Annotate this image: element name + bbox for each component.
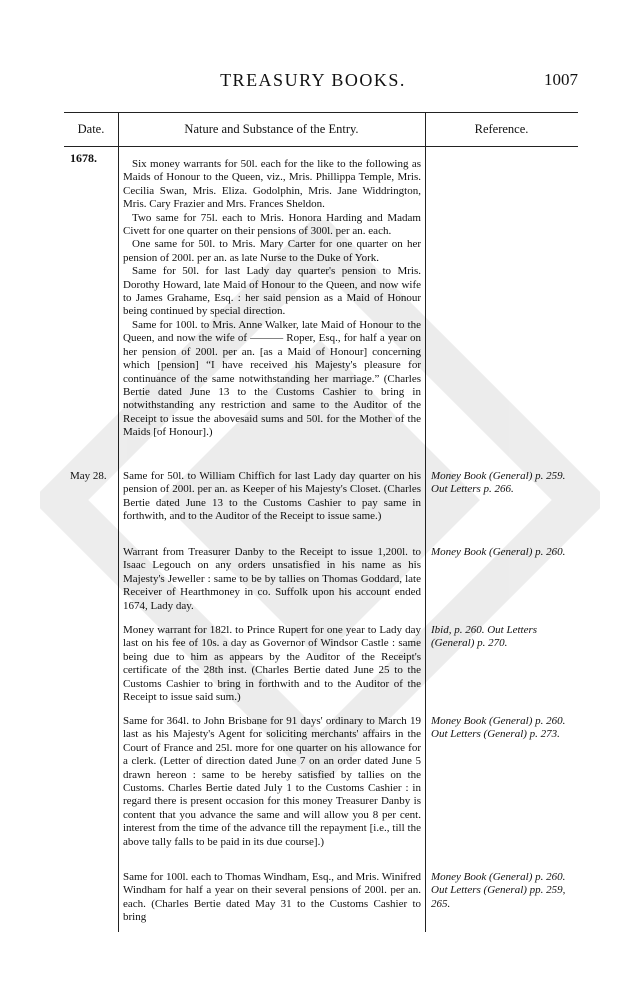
entry-paragraph: Same for 50l. to William Chiffich for last Lady day quarter on his pension of 200l. per an. as Keeper of his Majesty's Closet. (Charles Bertie dated June 13 to the Customs Cashier to pay same in forthwith, and to the Auditor of the Receipt to issue same.) bbox=[123, 470, 421, 523]
entry-paragraph: One same for 50l. to Mris. Mary Carter for one quarter on her pension of 200l. per an. as late Nurse to the Duke of York. bbox=[123, 238, 421, 264]
column-header-date: Date. bbox=[77, 122, 105, 136]
entry-text bbox=[123, 546, 421, 613]
entry-paragraph: Same for 100l. to Mris. Anne Walker, late Maid of Honour to the Queen, and now the wife of ——— Roper, Esq., for half a year on her pension of 200l. per an. [as a Maid of Honour] concerning which [pension] “I have received his Majesty's pleasure for continuance of the same notwithstanding her marriage.” (Charles Bertie dated June 13 to the Customs Cashier to bring in notwithstanding any restriction and same to the Auditor of the Receipt to issue the abovesaid sums and 50l. for the Mother of the Maids [of Honour].) bbox=[123, 318, 421, 439]
running-title: TREASURY BOOKS. bbox=[220, 70, 406, 90]
table-header-rule bbox=[64, 146, 578, 147]
entry-text bbox=[123, 871, 421, 925]
column-header-nature: Nature and Substance of the Entry. bbox=[184, 122, 359, 136]
entry-paragraph: Same for 100l. each to Thomas Windham, Esq., and Mris. Winifred Windham for half a year on their several pensions of 200l. per an. each. (Charles Bertie dated May 31 to the Customs Cashier to bring bbox=[123, 871, 421, 924]
entry-reference bbox=[431, 470, 573, 497]
entry-paragraph: Warrant from Treasurer Danby to the Receipt to issue 1,200l. to Isaac Legouch on any orders unsatisfied in his name as his Majesty's Jeweller : same to be by tallies on Thomas Goddard, late Receiver of Hearthmoney in co. Suffolk upon his account ended 1674, Lady day. bbox=[123, 546, 421, 612]
year-label: 1678. bbox=[70, 151, 97, 165]
reference-text: Money Book (General) p. 260. bbox=[431, 546, 566, 558]
page-number: 1007 bbox=[544, 70, 578, 89]
entry-date: May 28. bbox=[70, 470, 107, 482]
reference-text: Money Book (General) p. 260. Out Letters (General) p. 273. bbox=[431, 715, 566, 741]
reference-text: Money Book (General) p. 259. Out Letters p. 266. bbox=[431, 470, 566, 496]
entry-reference bbox=[431, 715, 573, 742]
reference-text: Money Book (General) p. 260. Out Letters (General) pp. 259, 265. bbox=[431, 871, 566, 910]
column-divider-reference bbox=[425, 112, 426, 932]
entry-paragraph: Six money warrants for 50l. each for the like to the following as Maids of Honour to the Queen, viz., Mris. Phillippa Temple, Mris. Cecilia Swan, Mris. Eliza. Godolphin, Mris. Jane Widdrington, Mris. Cary Frazier and Mrs. Frances Sheldon. bbox=[123, 158, 421, 211]
entry-paragraph: Money warrant for 182l. to Prince Rupert for one year to Lady day last on his fee of 10s. a day as Governor of Windsor Castle : same being due to him as appears by the Auditor of the Receipt's certificate of the 28th inst. (Charles Bertie dated June 25 to the Customs Cashier to bring in forthwith and to the Auditor of the Receipt to issue said sum.) bbox=[123, 624, 421, 704]
entry-paragraph: Same for 364l. to John Brisbane for 91 days' ordinary to March 19 last as his Majesty's Agent for soliciting merchants' affairs in the Court of France and 25l. more for one quarter on his allowance for a clerk. (Letter of direction dated June 7 on an order dated June 5 drawn hereon : same to be hereby satisfied by tallies on the Customs. Charles Bertie dated July 1 to the Customs Cashier : in regard there is present occasion for this money Treasurer Danby is content that you advance the same and will allow you 8 per cent. interest from the time of the advance till the repayment [i.e., till the above tally falls to be paid in its due course].) bbox=[123, 715, 421, 848]
entry-reference bbox=[431, 871, 573, 911]
entry-paragraph: Two same for 75l. each to Mris. Honora Harding and Madam Civett for one quarter on their pensions of 300l. per an. each. bbox=[123, 211, 421, 238]
table-top-rule bbox=[64, 112, 578, 113]
column-header-reference: Reference. bbox=[474, 122, 529, 136]
column-divider-date bbox=[118, 112, 119, 932]
entry-reference bbox=[431, 624, 573, 651]
entry-paragraph: Same for 50l. for last Lady day quarter's pension to Mris. Dorothy Howard, late Maid of Honour to the Queen, and now wife to James Grahame, Esq. : her said pension as a Maid of Honour being continued by special direction. bbox=[123, 265, 421, 318]
entry-text bbox=[123, 624, 421, 704]
entry-text bbox=[123, 715, 421, 849]
entry-text bbox=[123, 470, 421, 524]
entry-maids-of-honour bbox=[123, 158, 421, 440]
reference-text: Ibid, p. 260. Out Letters (General) p. 270. bbox=[431, 624, 538, 650]
entry-reference bbox=[431, 546, 573, 559]
